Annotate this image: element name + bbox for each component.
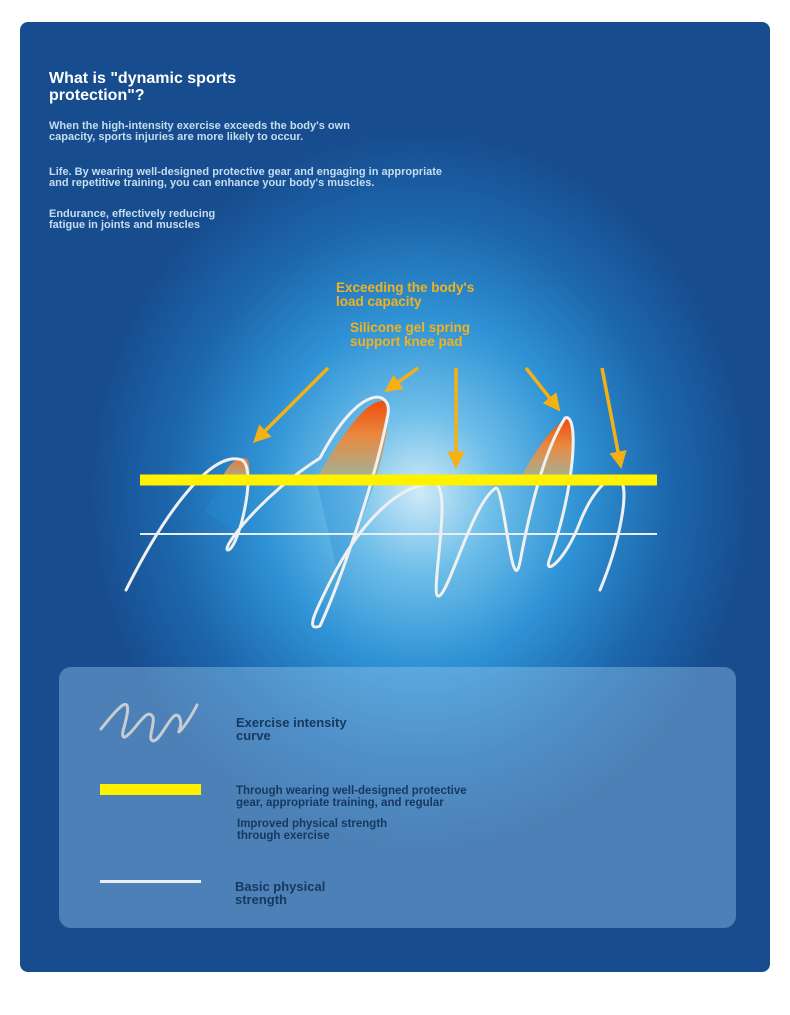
excess-peak-3 (520, 419, 574, 479)
arrow-1 (258, 368, 328, 438)
curve-swatch-icon (97, 695, 207, 755)
page-title: What is "dynamic sports protection"? (49, 70, 237, 104)
legend-label-improved: Improved physical strength through exercise (237, 818, 388, 842)
yellow-line-swatch-icon (100, 784, 201, 795)
legend-label-basic: Basic physical strength (235, 879, 326, 907)
legend-box (59, 667, 736, 928)
intro-paragraph-1: When the high-intensity exercise exceeds the body's own capacity, sports injuries are more likely to occur. (49, 120, 350, 143)
callout-exceeding-capacity: Exceeding the body's load capacity (336, 280, 475, 309)
white-line-swatch-icon (100, 880, 201, 883)
arrow-5 (602, 368, 620, 462)
callout-knee-pad: Silicone gel spring support knee pad (350, 320, 471, 349)
legend-label-curve: Exercise intensity curve (236, 715, 347, 743)
intensity-diagram (20, 22, 770, 662)
arrow-2 (390, 368, 418, 388)
legend-label-protective: Through wearing well-designed protective gear, appropriate training, and regular (236, 785, 467, 809)
arrow-4 (526, 368, 556, 406)
infographic-panel (20, 22, 770, 972)
intro-paragraph-2: Life. By wearing well-designed protective gear and engaging in appropriate and repetitive training, you can enhance your body's muscles. (49, 166, 443, 189)
intro-paragraph-3: Endurance, effectively reducing fatigue in joints and muscles (49, 208, 216, 231)
